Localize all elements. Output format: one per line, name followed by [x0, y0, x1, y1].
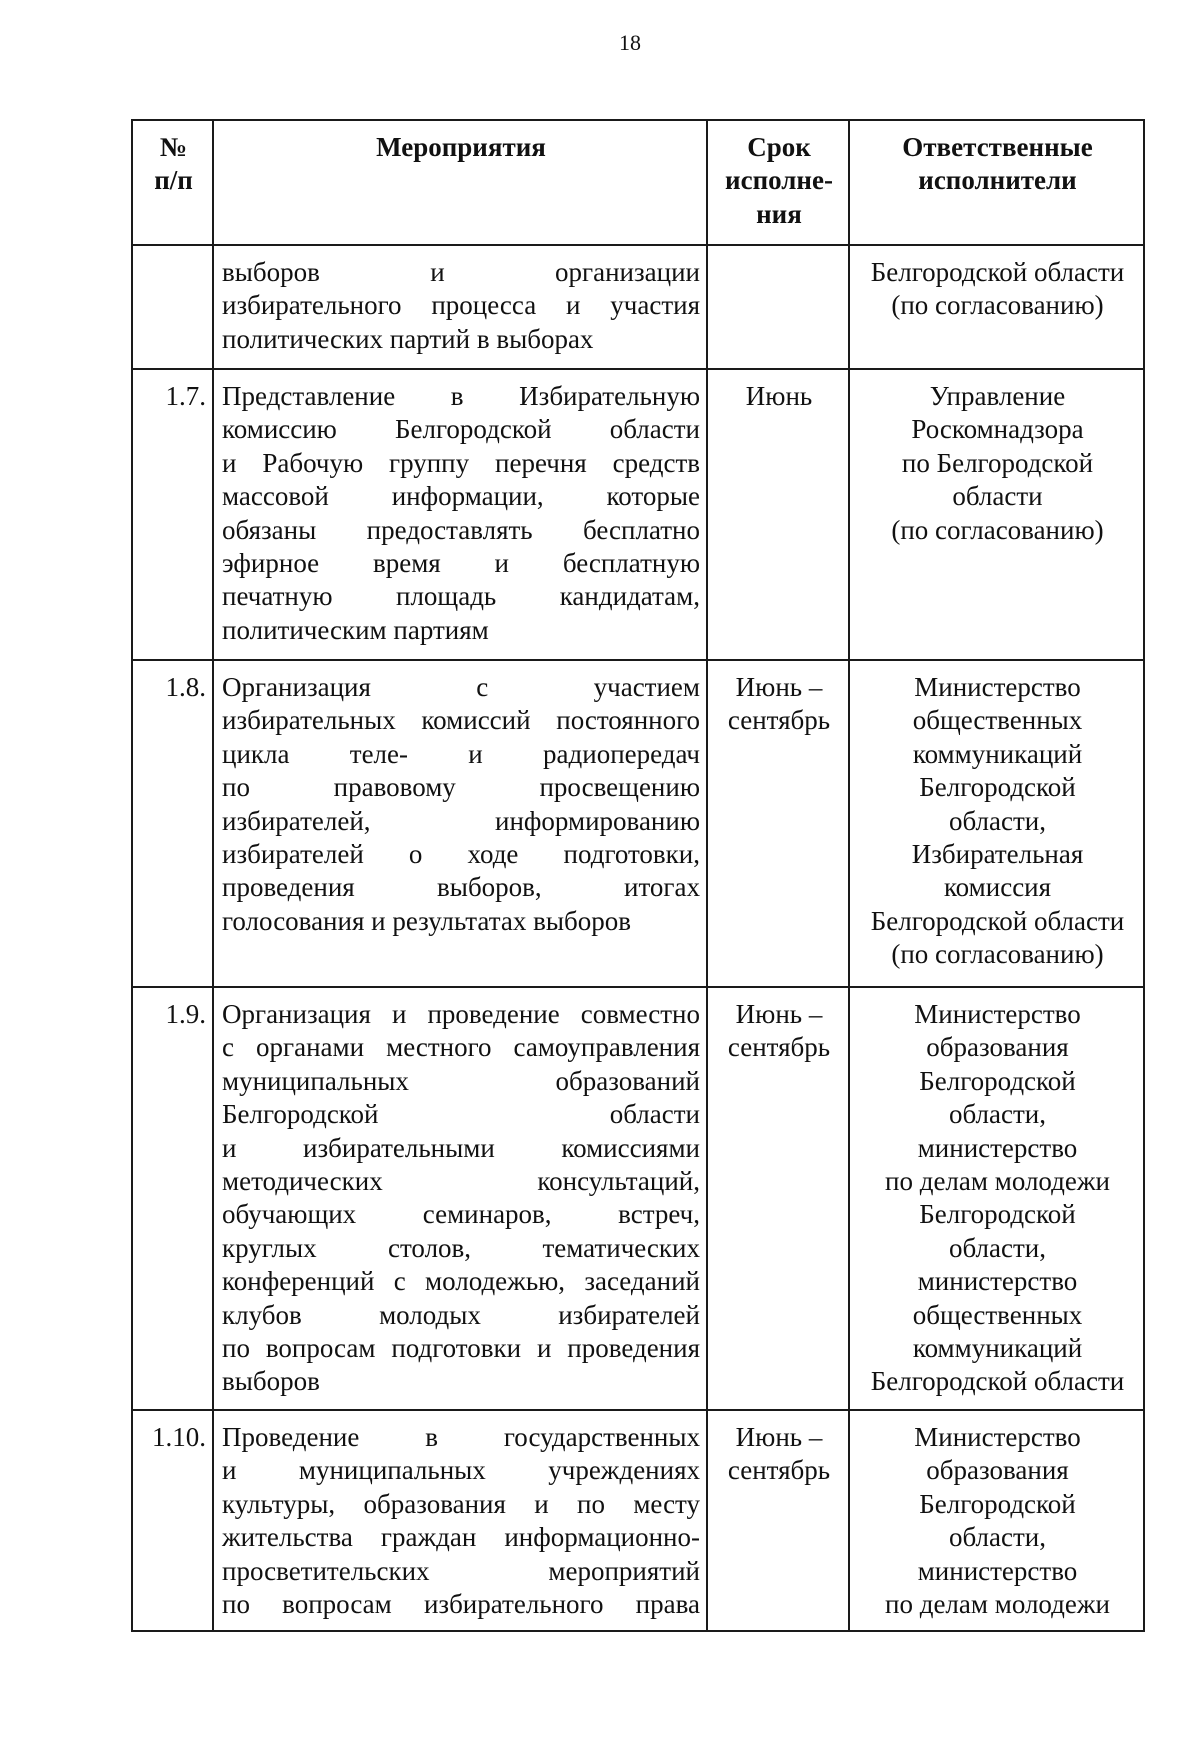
table-header-row: [132, 120, 1144, 245]
event-cell: Организация и проведение совместно с органами местного самоуправления муниципальных образований Белгородской области и избирательными комиссиями методических консультаций, обучающих семинаров, встреч, круглых столов, тематических конференций с молодежью, заседаний клубов молодых избирателей по вопросам подготовки и проведения выборов: [213, 987, 707, 1410]
term-cell: Июнь – сентябрь: [707, 987, 849, 1410]
table-row: [132, 245, 1144, 369]
page-number: 18: [619, 30, 641, 55]
row-number: 1.7.: [132, 369, 213, 660]
header-responsible: Ответственные исполнители: [849, 120, 1144, 245]
responsible-cell: Министерство общественных коммуникаций Белгородской области, Избирательная комиссия Белгородской области (по согласованию): [849, 660, 1144, 987]
table-row: [132, 987, 1144, 1410]
row-number: [132, 245, 213, 369]
event-cell: Организация с участием избирательных комиссий постоянного цикла теле- и радиопередач по правовому просвещению избирателей, информированию избирателей о ходе подготовки, проведения выборов, итогах голосования и результатах выборов: [213, 660, 707, 987]
responsible-cell: Министерство образования Белгородской области, министерство по делам молодежи: [849, 1410, 1144, 1631]
term-cell: Июнь – сентябрь: [707, 660, 849, 987]
table-row: [132, 660, 1144, 987]
header-event: Мероприятия: [213, 120, 707, 245]
event-cell: Проведение в государственных и муниципальных учреждениях культуры, образования и по месту жительства граждан информационно- просветительских мероприятий по вопросам избирательного права: [213, 1410, 707, 1631]
header-num: № п/п: [132, 120, 213, 245]
events-table: [131, 119, 1145, 1632]
event-cell: выборов и организации избирательного процесса и участия политических партий в выборах: [213, 245, 707, 369]
responsible-cell: Управление Роскомнадзора по Белгородской области (по согласованию): [849, 369, 1144, 660]
row-number: 1.10.: [132, 1410, 213, 1631]
row-number: 1.8.: [132, 660, 213, 987]
term-cell: [707, 245, 849, 369]
header-term: Срок исполне- ния: [707, 120, 849, 245]
table-row: [132, 1410, 1144, 1631]
term-cell: Июнь – сентябрь: [707, 1410, 849, 1631]
responsible-cell: Белгородской области (по согласованию): [849, 245, 1144, 369]
responsible-cell: Министерство образования Белгородской области, министерство по делам молодежи Белгородской области, министерство общественных коммуникаций Белгородской области: [849, 987, 1144, 1410]
table-row: [132, 369, 1144, 660]
term-cell: Июнь: [707, 369, 849, 660]
row-number: 1.9.: [132, 987, 213, 1410]
event-cell: Представление в Избирательную комиссию Белгородской области и Рабочую группу перечня средств массовой информации, которые обязаны предоставлять бесплатно эфирное время и бесплатную печатную площадь кандидатам, политическим партиям: [213, 369, 707, 660]
